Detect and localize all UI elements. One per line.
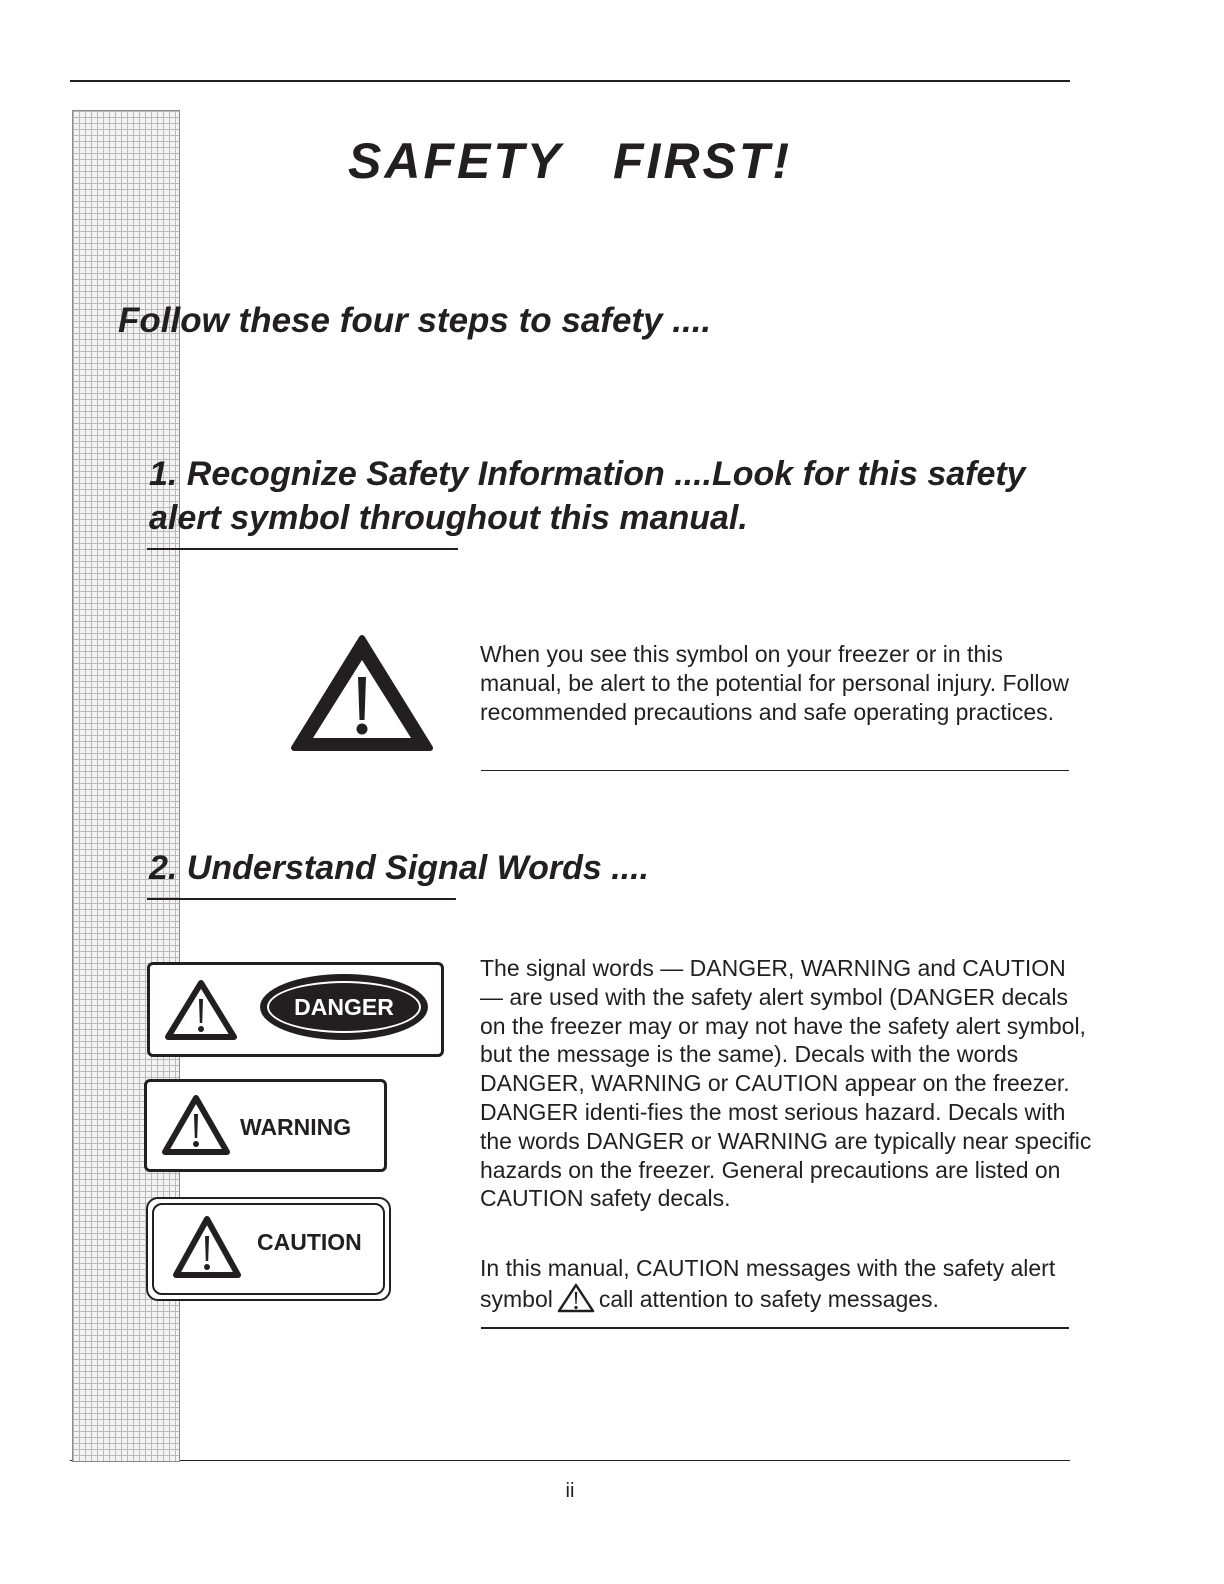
danger-label: DANGER [294,994,394,1020]
safety-alert-triangle-icon [289,632,435,754]
warning-decal [144,1079,387,1172]
step-1-heading-line-1: 1. Recognize Safety Information ....Look for this safety [149,455,1026,493]
warning-alert-triangle-icon [161,1094,231,1156]
inline-safety-alert-icon [557,1283,595,1313]
caution-messages-note [480,1254,1095,1314]
caution-label: CAUTION [257,1229,362,1255]
signal-words-description: The signal words — DANGER, WARNING and CAUTION — are used with the safety alert symbol (DANGER decals on the freezer may or may not have the safety alert symbol, but the message is the same). Decals with the words DANGER, WARNING or CAUTION appear on the freezer. DANGER identi-fies the most serious hazard. Decals with the words DANGER or WARNING are typically near specific hazards on the freezer. General precautions are listed on CAUTION safety decals. [480,955,1092,1212]
step-1-description-underline [481,770,1069,771]
step-2-heading: 2. Understand Signal Words .... [149,849,650,887]
page-number: ii [565,1480,575,1502]
caution-note-text-start: In this manual, CAUTION messages with the safety alert symbol [480,1255,1056,1312]
step-1-heading-line-2: alert symbol throughout this manual. [149,499,748,537]
caution-decal [146,1197,391,1301]
step-2-heading-underline [147,898,456,900]
step-1-heading-underline [147,548,458,550]
step-2-description-underline [481,1327,1069,1329]
danger-decal [147,962,444,1057]
page-subtitle: Follow these four steps to safety .... [118,301,712,340]
danger-alert-triangle-icon [164,979,238,1041]
warning-label: WARNING [240,1114,352,1140]
step-1-description: When you see this symbol on your freezer or in this manual, be alert to the potential for personal injury. Follow recommended precautions and safe operating practices. [480,641,1069,725]
caution-note-text-end: call attention to safety messages. [598,1285,939,1312]
top-rule [70,80,1070,82]
page-title: SAFETY FIRST! [348,133,793,189]
bottom-rule [70,1460,1070,1461]
caution-alert-triangle-icon [172,1215,242,1279]
step-1-heading [149,452,1109,540]
